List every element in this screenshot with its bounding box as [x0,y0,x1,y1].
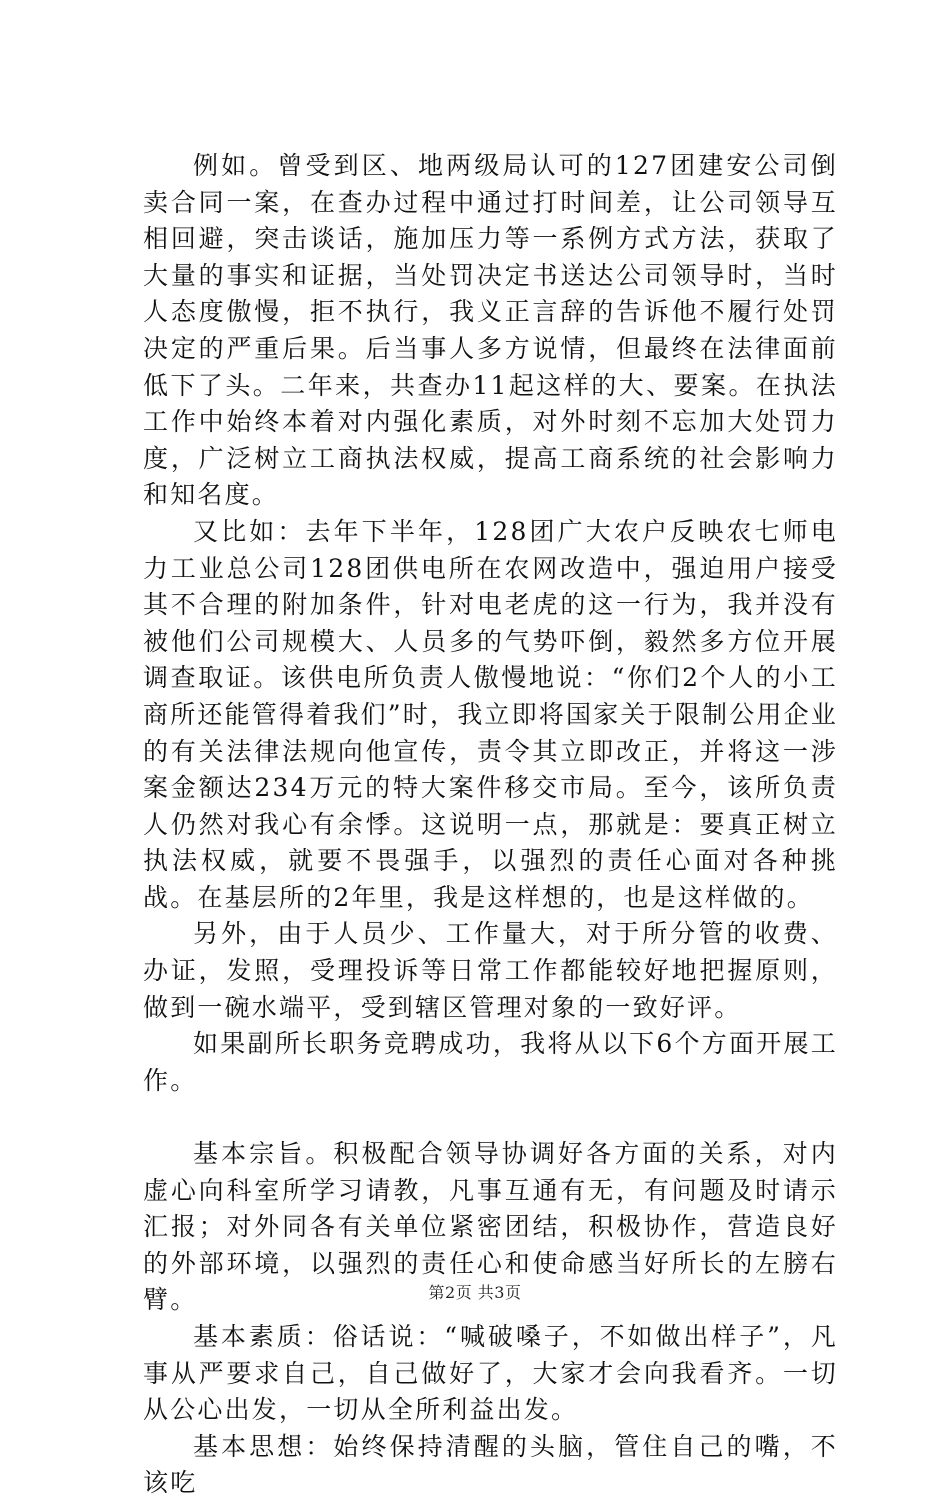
blank-line [143,1099,838,1136]
paragraph-basic-quality: 基本素质：俗话说：“喊破嗓子，不如做出样子”，凡事从严要求自己，自己做好了，大家才会向我看齐。一切从公心出发，一切从全所利益出发。 [143,1322,838,1425]
paragraph-additionally: 另外，由于人员少、工作量大，对于所分管的收费、办证，发照，受理投诉等日常工作都能较好地把握原则，做到一碗水端平，受到辖区管理对象的一致好评。 [143,919,838,1022]
paragraph-example-case: 例如。曾受到区、地两级局认可的127团建安公司倒卖合同一案，在查办过程中通过打时间差，让公司领导互相回避，突击谈话，施加压力等一系例方式方法，获取了大量的事实和证据，当处罚决定书送达公司领导时，当时人态度傲慢，拒不执行，我义正言辞的告诉他不履行处罚决定的严重后果。后当事人多方说情，但最终在法律面前低下了头。二年来，共查办11起这样的大、要案。在执法工作中始终本着对内强化素质，对外时刻不忘加大处罚力度，广泛树立工商执法权威，提高工商系统的社会影响力和知名度。 [143,151,838,510]
paragraph-plan-intro: 如果副所长职务竞聘成功，我将从以下6个方面开展工作。 [143,1029,838,1095]
page-number-footer: 第2页 共3页 [428,1283,522,1302]
paragraph-basic-purpose: 基本宗旨。积极配合领导协调好各方面的关系，对内虚心向科室所学习请教，凡事互通有无，有问题及时请示汇报；对外同各有关单位紧密团结，积极协作，营造良好的外部环境，以强烈的责任心和使命感当好所长的左膀右臂。 [143,1139,838,1315]
paragraph-another-example: 又比如：去年下半年，128团广大农户反映农七师电力工业总公司128团供电所在农网改造中，强迫用户接受其不合理的附加条件，针对电老虎的这一行为，我并没有被他们公司规模大、人员多的气势吓倒，毅然多方位开展调查取证。该供电所负责人傲慢地说：“你们2个人的小工商所还能管得着我们”时，我立即将国家关于限制公用企业的有关法律法规向他宣传，责令其立即改正，并将这一涉案金额达234万元的特大案件移交市局。至今，该所负责人仍然对我心有余悸。这说明一点，那就是：要真正树立执法权威，就要不畏强手，以强烈的责任心面对各种挑战。在基层所的2年里，我是这样想的，也是这样做的。 [143,516,838,912]
paragraph-basic-thought: 基本思想：始终保持清醒的头脑，管住自己的嘴，不该吃 [143,1431,838,1498]
